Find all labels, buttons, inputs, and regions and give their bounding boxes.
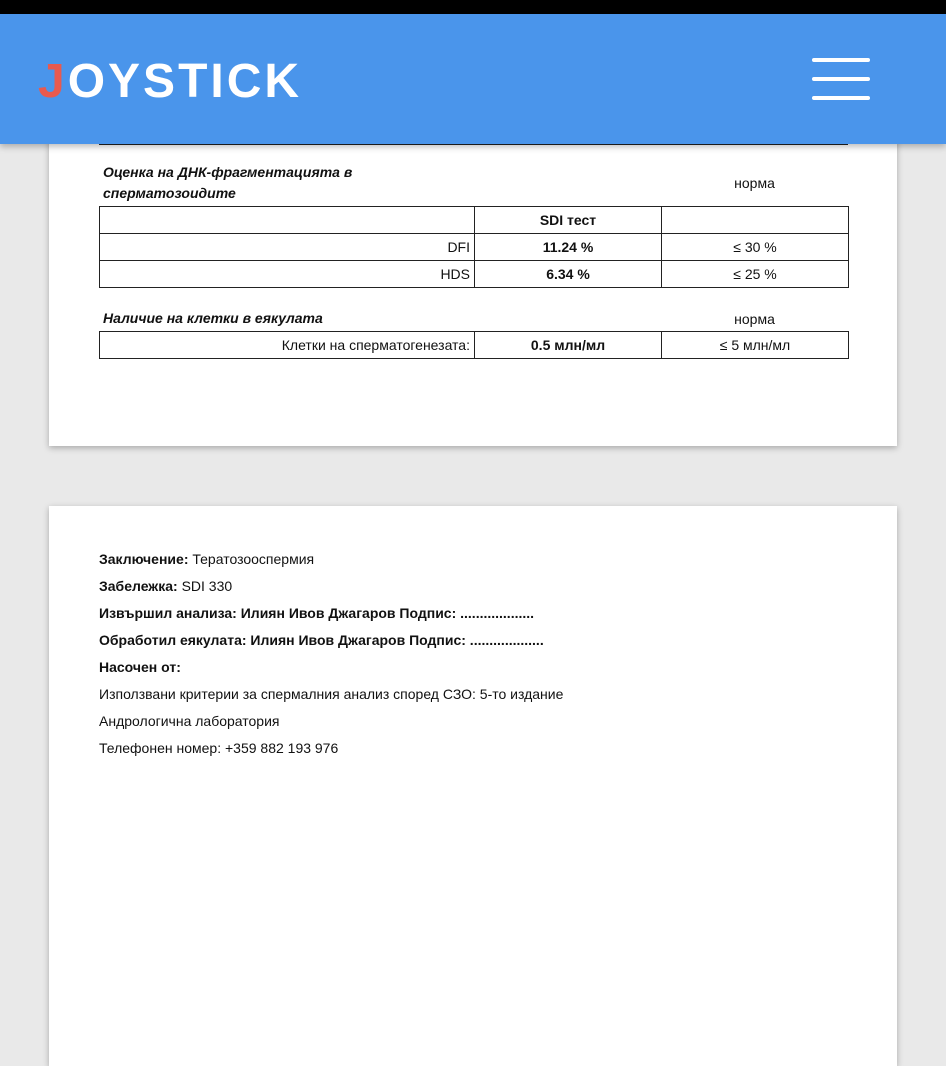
header-norm-cell xyxy=(662,207,849,234)
status-bar xyxy=(0,0,946,14)
processed-by-line: Обработил еякулата: Илиян Ивов Джагаров Подпис: ................... xyxy=(99,632,544,648)
dna-table xyxy=(99,206,849,288)
row-value: 0.5 млн/мл xyxy=(475,332,662,359)
report-page-2 xyxy=(49,506,897,1066)
menu-bar-bottom xyxy=(812,96,870,100)
conclusion-value: Тератозооспермия xyxy=(192,551,315,567)
cells-table xyxy=(99,331,849,359)
conclusion-label: Заключение: xyxy=(99,551,189,567)
row-norm: ≤ 5 млн/мл xyxy=(662,332,849,359)
criteria-line: Използвани критерии за спермалния анализ според СЗО: 5-то издание xyxy=(99,686,564,702)
remark-value: SDI 330 xyxy=(181,578,233,594)
referred-by-line: Насочен от: xyxy=(99,659,181,675)
performed-by-line: Извършил анализа: Илиян Ивов Джагаров Подпис: ................... xyxy=(99,605,535,621)
menu-bar-top xyxy=(812,58,870,62)
cells-section-title: Наличие на клетки в еякулата xyxy=(103,310,323,326)
report-page-1 xyxy=(49,130,897,446)
table-row xyxy=(100,261,849,288)
logo[interactable] xyxy=(38,56,302,108)
lab-line: Андрологична лаборатория xyxy=(99,713,280,729)
phone-line: Телефонен номер: +359 882 193 976 xyxy=(99,740,339,756)
row-norm: ≤ 25 % xyxy=(662,261,849,288)
row-label: HDS xyxy=(100,261,475,288)
divider-line xyxy=(99,144,848,145)
remark-line xyxy=(99,577,563,604)
remark-label: Забележка: xyxy=(99,578,178,594)
table-row xyxy=(100,332,849,359)
table-header-row xyxy=(100,207,849,234)
dna-norm-label: норма xyxy=(734,175,775,191)
cells-norm-label: норма xyxy=(734,311,775,327)
row-value: 11.24 % xyxy=(475,234,662,261)
row-value: 6.34 % xyxy=(475,261,662,288)
dna-title-line1: Оценка на ДНК-фрагментацията в xyxy=(103,164,353,180)
app-header xyxy=(0,14,946,144)
dna-section-title xyxy=(103,162,352,204)
dna-title-line2: сперматозоидите xyxy=(103,185,236,201)
header-value-cell: SDI тест xyxy=(475,207,662,234)
header-label-cell xyxy=(100,207,475,234)
row-label: DFI xyxy=(100,234,475,261)
logo-text: OYSTICK xyxy=(67,55,303,108)
report-notes xyxy=(99,550,563,766)
conclusion-line xyxy=(99,550,563,577)
logo-first-letter: J xyxy=(38,55,68,108)
hamburger-menu-button[interactable] xyxy=(808,54,874,104)
row-label: Клетки на сперматогенезата: xyxy=(100,332,475,359)
menu-bar-middle xyxy=(812,77,870,81)
row-norm: ≤ 30 % xyxy=(662,234,849,261)
table-row xyxy=(100,234,849,261)
